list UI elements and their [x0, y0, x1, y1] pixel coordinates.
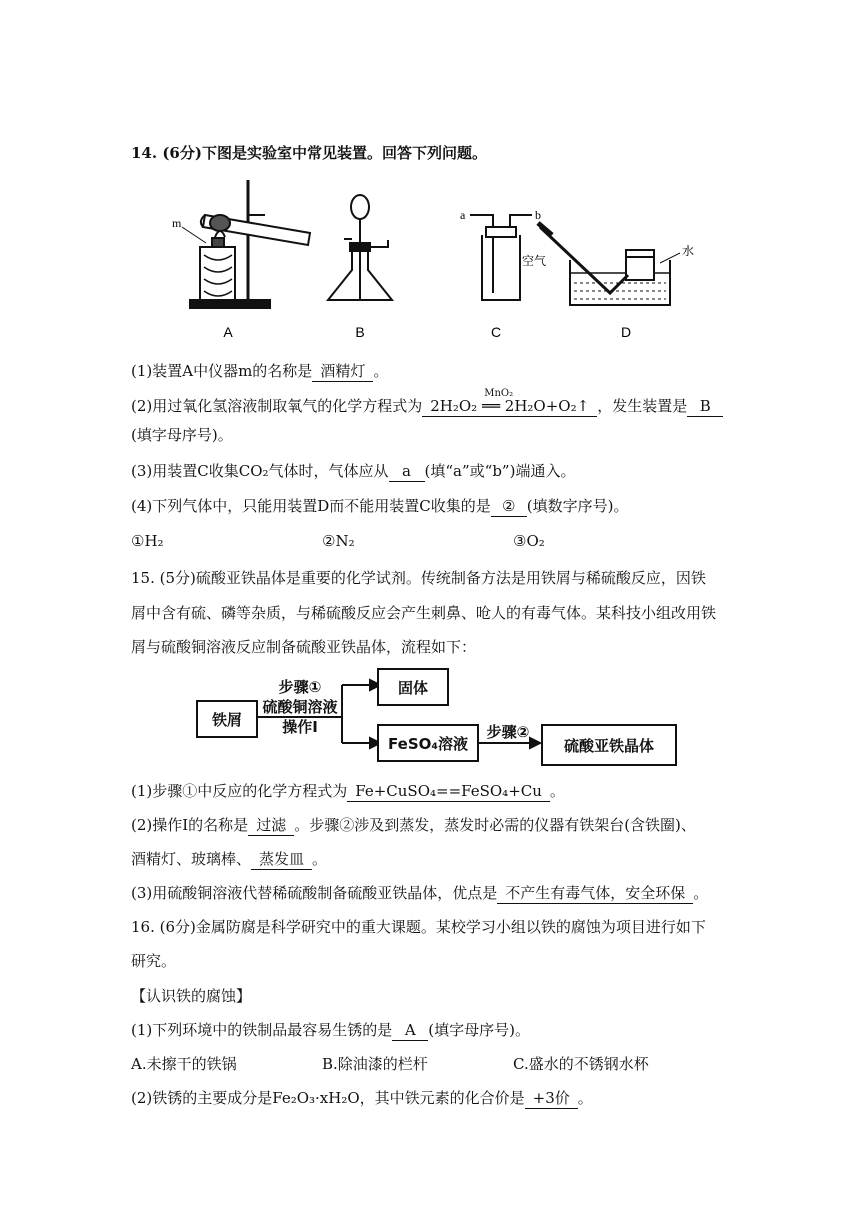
q14-title: 14. (6分)下图是实验室中常见装置。回答下列问题。	[131, 144, 487, 162]
flow-box-solid: 固体	[377, 668, 449, 706]
label-air: 空气	[522, 254, 547, 268]
flow-step2-label: 步骤②	[486, 723, 530, 741]
q14-answer-4: ②	[491, 496, 527, 517]
q16-intro-2: 研究。	[131, 952, 177, 970]
q16-section-title: 【认识铁的腐蚀】	[131, 987, 252, 1005]
q14-option-2: ②N₂	[322, 532, 355, 550]
q15-sub2-cont: 酒精灯、玻璃棒、 蒸发皿 。	[131, 850, 328, 868]
q14-sub2-cont: (填字母序号)。	[131, 426, 233, 444]
apparatus-a	[182, 180, 310, 308]
q15-answer-3: 不产生有毒气体，安全环保	[497, 883, 693, 904]
q14-sub2: (2)用过氧化氢溶液制取氧气的化学方程式为 MnO₂ 2H₂O₂ ══ 2H₂O+O₂↑ ，发生装置是 B	[131, 395, 723, 417]
apparatus-label-b: B	[355, 324, 365, 340]
flow-box-solution: FeSO₄溶液	[377, 724, 479, 762]
apparatus-figure	[160, 175, 700, 345]
q14-sub1: (1)装置A中仪器m的名称是 酒精灯 。	[131, 362, 389, 380]
q14-option-3: ③O₂	[513, 532, 545, 550]
apparatus-d	[538, 223, 680, 305]
q16-option-a: A.未擦干的铁锅	[131, 1055, 237, 1073]
q15-sub2: (2)操作I的名称是 过滤 。步骤②涉及到蒸发，蒸发时必需的仪器有铁架台(含铁圈)、	[131, 816, 696, 834]
q15-answer-2: 过滤	[248, 815, 294, 836]
q14-option-1: ①H₂	[131, 532, 164, 550]
q16-intro-1: 16. (6分)金属防腐是科学研究中的重大课题。某校学习小组以铁的腐蚀为项目进行如下	[131, 918, 706, 936]
q14-answer-2: MnO₂ 2H₂O₂ ══ 2H₂O+O₂↑	[422, 396, 597, 417]
label-a: a	[460, 208, 466, 222]
q15-intro-1: 15. (5分)硫酸亚铁晶体是重要的化学试剂。传统制备方法是用铁屑与稀硫酸反应，因铁	[131, 569, 706, 587]
q14-answer-1: 酒精灯	[312, 361, 373, 382]
q16-sub1: (1)下列环境中的铁制品最容易生锈的是 A (填字母序号)。	[131, 1021, 530, 1039]
label-m: m	[172, 216, 182, 230]
label-b: b	[535, 208, 541, 222]
q16-sub2: (2)铁锈的主要成分是Fe₂O₃·xH₂O，其中铁元素的化合价是 +3价 。	[131, 1089, 593, 1107]
q16-answer-2: +3价	[525, 1088, 578, 1109]
q16-answer-1: A	[392, 1020, 428, 1041]
q16-option-c: C.盛水的不锈钢水杯	[513, 1055, 649, 1073]
label-water: 水	[682, 244, 695, 258]
flow-box-start: 铁屑	[196, 700, 258, 738]
q15-sub3: (3)用硫酸铜溶液代替稀硫酸制备硫酸亚铁晶体，优点是 不产生有毒气体，安全环保 。	[131, 884, 709, 902]
q14-answer-2b: B	[687, 396, 723, 417]
q14-sub3: (3)用装置C收集CO₂气体时，气体应从 a (填“a”或“b”)端通入。	[131, 462, 576, 480]
apparatus-label-c: C	[490, 324, 502, 340]
q15-sub1: (1)步骤①中反应的化学方程式为 Fe+CuSO₄==FeSO₄+Cu 。	[131, 782, 565, 800]
apparatus-label-a: A	[223, 324, 233, 340]
apparatus-b	[328, 195, 392, 300]
q16-option-b: B.除油漆的栏杆	[322, 1055, 428, 1073]
q15-answer-2b: 蒸发皿	[251, 849, 312, 870]
apparatus-label-d: D	[620, 324, 632, 340]
flow-step1-label: 步骤① 硫酸铜溶液 操作I	[262, 678, 338, 736]
q14-answer-3: a	[389, 461, 425, 482]
q15-intro-2: 屑中含有硫、磷等杂质，与稀硫酸反应会产生刺鼻、呛人的有毒气体。某科技小组改用铁	[131, 604, 717, 622]
q15-intro-3: 屑与硫酸铜溶液反应制备硫酸亚铁晶体，流程如下：	[131, 638, 477, 656]
q14-sub4: (4)下列气体中，只能用装置D而不能用装置C收集的是 ② (填数字序号)。	[131, 497, 629, 515]
catalyst-label: MnO₂	[484, 388, 514, 399]
flow-box-product: 硫酸亚铁晶体	[541, 724, 677, 766]
q15-answer-1: Fe+CuSO₄==FeSO₄+Cu	[347, 781, 550, 802]
